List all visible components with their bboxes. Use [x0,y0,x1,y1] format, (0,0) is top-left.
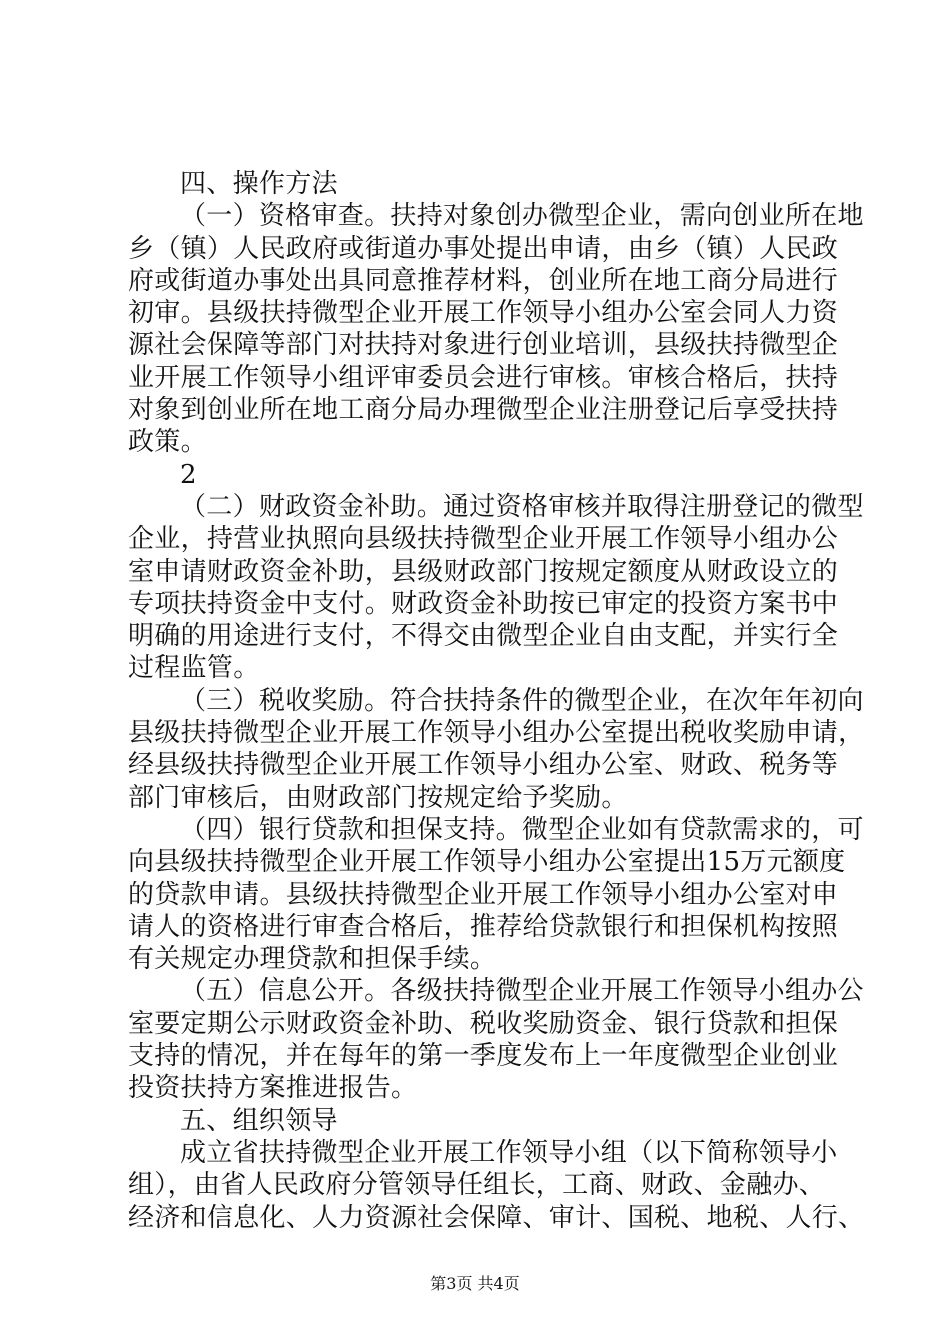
paragraph-line: 投资扶持方案推进报告。 [128,1073,418,1104]
paragraph-line: 乡（镇）人民政府或街道办事处提出申请，由乡（镇）人民政 [128,233,839,264]
paragraph-line: 过程监管。 [128,653,260,684]
section-heading-operation-method: 四、操作方法 [180,169,338,199]
document-body [128,168,865,1234]
page-number-marker: 2 [180,459,197,490]
paragraph-line: 支持的情况，并在每年的第一季度发布上一年度微型企业创业 [128,1041,839,1072]
paragraph-line: 室要定期公示财政资金补助、税收奖励资金、银行贷款和担保 [128,1008,839,1039]
paragraph-line: 源社会保障等部门对扶持对象进行创业培训，县级扶持微型企 [128,330,839,361]
paragraph-line: （三）税收奖励。符合扶持条件的微型企业，在次年年初向 [180,685,864,716]
paragraph-line: 专项扶持资金中支付。财政资金补助按已审定的投资方案书中 [128,588,839,619]
paragraph-line: 明确的用途进行支付，不得交由微型企业自由支配，并实行全 [128,621,839,652]
paragraph-line: 成立省扶持微型企业开展工作领导小组（以下简称领导小 [180,1137,838,1168]
paragraph-line: 的贷款申请。县级扶持微型企业开展工作领导小组办公室对申 [128,879,839,910]
paragraph-line: 初审。县级扶持微型企业开展工作领导小组办公室会同人力资 [128,298,839,329]
paragraph-line: 经济和信息化、人力资源社会保障、审计、国税、地税、人行、 [128,1202,865,1233]
paragraph-line: （二）财政资金补助。通过资格审核并取得注册登记的微型 [180,491,864,522]
paragraph-line: 经县级扶持微型企业开展工作领导小组办公室、财政、税务等 [128,750,839,781]
paragraph-line: 企业，持营业执照向县级扶持微型企业开展工作领导小组办公 [128,524,839,555]
paragraph-line: （五）信息公开。各级扶持微型企业开展工作领导小组办公 [180,976,864,1007]
paragraph-line: （一）资格审查。扶持对象创办微型企业，需向创业所在地 [180,201,864,232]
paragraph-line: 县级扶持微型企业开展工作领导小组办公室提出税收奖励申请， [128,718,865,749]
paragraph-line: 业开展工作领导小组评审委员会进行审核。审核合格后，扶持 [128,362,839,393]
paragraph-line: 府或街道办事处出具同意推荐材料，创业所在地工商分局进行 [128,265,839,296]
paragraph-line: 有关规定办理贷款和担保手续。 [128,944,497,975]
page-footer: 第3页 共4页 [430,1274,520,1293]
paragraph-line: 部门审核后，由财政部门按规定给予奖励。 [128,782,628,813]
paragraph-line: 组），由省人民政府分管领导任组长，工商、财政、金融办、 [128,1170,826,1201]
section-heading-organization: 五、组织领导 [180,1105,338,1136]
paragraph-line: 政策。 [128,427,207,458]
paragraph-line: 请人的资格进行审查合格后，推荐给贷款银行和担保机构按照 [128,911,839,942]
paragraph-line: 对象到创业所在地工商分局办理微型企业注册登记后享受扶持 [128,395,839,426]
paragraph-line: （四）银行贷款和担保支持。微型企业如有贷款需求的，可 [180,814,864,845]
paragraph-line: 室申请财政资金补助，县级财政部门按规定额度从财政设立的 [128,556,839,587]
paragraph-line: 向县级扶持微型企业开展工作领导小组办公室提出15万元额度 [128,847,846,878]
